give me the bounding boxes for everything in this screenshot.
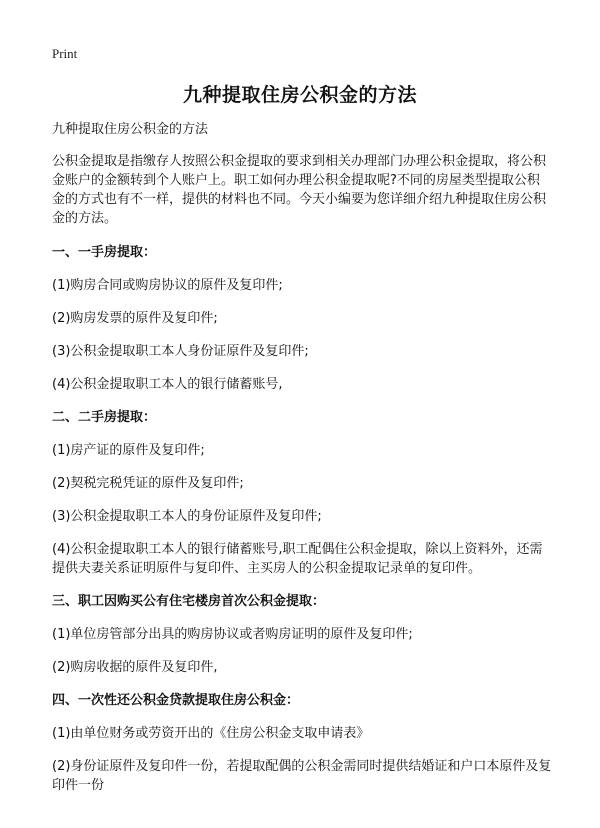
document-body	[52, 120, 552, 809]
section-heading: 二、二手房提取：	[52, 410, 157, 425]
list-item: (2)身份证原件及复印件一份，若提取配偶的公积金需同时提供结婚证和户口本原件及复印件一份	[52, 759, 552, 793]
list-item: (1)单位房管部分出具的购房协议或者购房证明的原件及复印件;	[52, 627, 413, 642]
list-item: (4)公积金提取职工本人的银行储蓄账号,职工配偶住公积金提取，除以上资料外，还需提供夫妻关系证明原件与复印件、主买房人的公积金提取记录单的复印件。	[52, 542, 543, 576]
list-item: (4)公积金提取职工本人的银行储蓄账号,	[52, 377, 283, 392]
list-item: (3)公积金提取职工本人身份证原件及复印件;	[52, 344, 309, 359]
intro-paragraph: 公积金提取是指缴存人按照公积金提取的要求到相关办理部门办理公积金提取，将公积金账户的金额转到个人账户上。职工如何办理公积金提取呢?不同的房屋类型提取公积金的方式也有不一样，提供的材料也不同。今天小编要为您详细介绍九种提取住房公积金的方法。	[52, 154, 547, 226]
list-item: (1)购房合同或购房协议的原件及复印件;	[52, 278, 283, 293]
section-heading: 四、一次性还公积金贷款提取住房公积金：	[52, 693, 300, 708]
list-item: (1)房产证的原件及复印件;	[52, 443, 205, 458]
list-item: (1)由单位财务或劳资开出的《住房公积金支取申请表》	[52, 726, 370, 741]
list-item: (3)公积金提取职工本人的身份证原件及复印件;	[52, 509, 322, 524]
document-subtitle: 九种提取住房公积金的方法	[52, 122, 209, 137]
print-link[interactable]: Print	[52, 46, 78, 61]
page-title: 九种提取住房公积金的方法	[182, 84, 417, 106]
section-heading: 三、职工因购买公有住宅楼房首次公积金提取：	[52, 594, 326, 609]
list-item: (2)购房收据的原件及复印件,	[52, 660, 218, 675]
section-heading: 一、一手房提取：	[52, 245, 157, 260]
list-item: (2)契税完税凭证的原件及复印件;	[52, 476, 244, 491]
list-item: (2)购房发票的原件及复印件;	[52, 311, 218, 326]
